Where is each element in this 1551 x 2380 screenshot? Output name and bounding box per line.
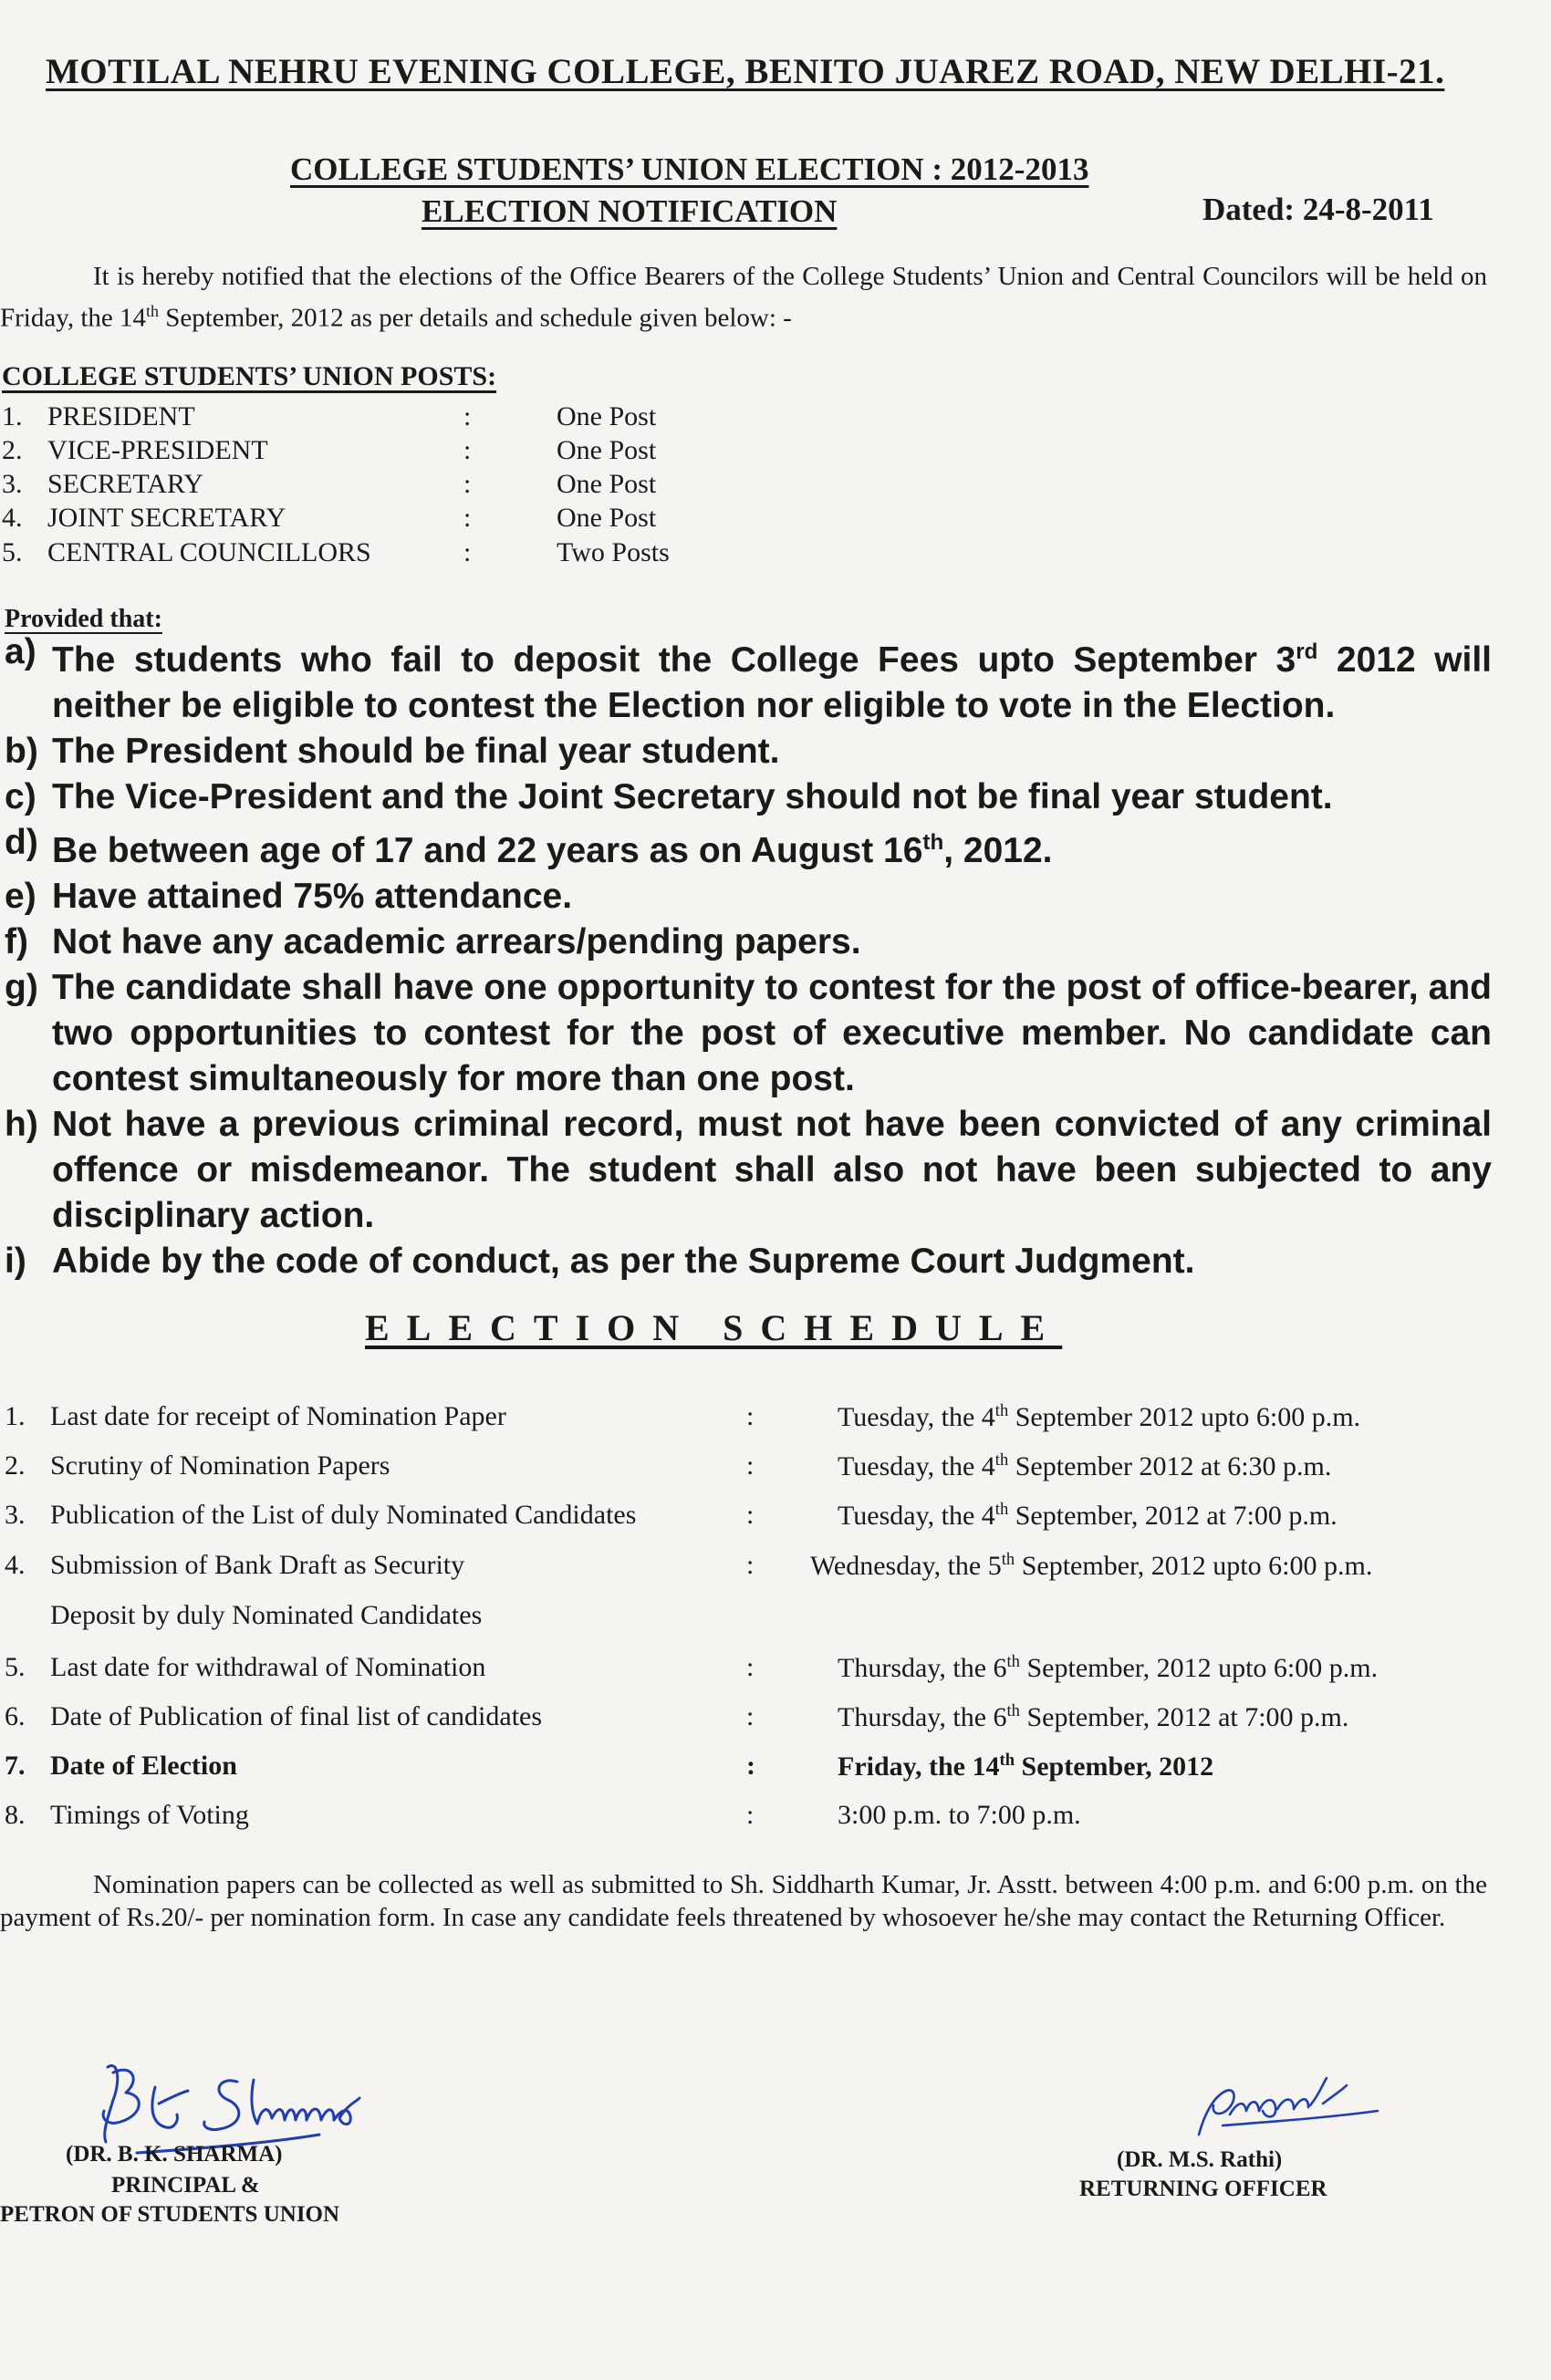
condition-text: The candidate shall have one opportunity to contest for the post of office-bearer, and two opportunities to contest for the post of executive member. No candidate can contest simultaneously for more than one post. <box>52 968 1492 1098</box>
post-count: One Post <box>557 469 657 499</box>
schedule-event: Last date for withdrawal of Nomination <box>50 1652 486 1682</box>
intro-sup: th <box>146 302 159 320</box>
schedule-colon: : <box>746 1450 755 1481</box>
condition-item <box>5 729 1492 774</box>
college-heading: MOTILAL NEHRU EVENING COLLEGE, BENITO JUAREZ ROAD, NEW DELHI-21. <box>46 52 1445 91</box>
post-number: 3. <box>2 469 23 499</box>
schedule-date <box>838 1500 1338 1532</box>
intro-text-before: It is hereby notified that the elections of the Office Bearers of the College Students’ Union and Central Councilors will be held on Friday, the 14 <box>0 262 1487 333</box>
schedule-number: 1. <box>5 1401 26 1431</box>
schedule-event: Submission of Bank Draft as Security <box>50 1550 465 1580</box>
schedule-date <box>838 1701 1348 1733</box>
schedule-date-sup: th <box>994 1450 1009 1470</box>
post-count: One Post <box>557 401 657 431</box>
condition-label: h) <box>5 1105 38 1144</box>
post-colon: : <box>463 435 472 465</box>
post-name: SECRETARY <box>47 469 203 499</box>
principal-title-patron: PETRON OF STUDENTS UNION <box>0 2202 340 2227</box>
returning-officer-name: (DR. M.S. Rathi) <box>1117 2147 1283 2172</box>
schedule-date-text: Tuesday, the 4 <box>838 1451 995 1481</box>
condition-text: Not have any academic arrears/pending papers. <box>52 922 861 961</box>
schedule-event: Date of Publication of final list of candidates <box>50 1701 543 1731</box>
condition-item <box>5 774 1492 820</box>
condition-label: f) <box>5 922 28 961</box>
post-name: JOINT SECRETARY <box>47 503 286 533</box>
condition-item <box>5 965 1492 1102</box>
schedule-title: ELECTION SCHEDULE <box>365 1307 1063 1348</box>
condition-item <box>5 874 1492 920</box>
schedule-event: Timings of Voting <box>50 1800 249 1830</box>
schedule-colon: : <box>746 1652 755 1682</box>
post-name: VICE-PRESIDENT <box>47 435 268 465</box>
schedule-date-text: Thursday, the 6 <box>838 1702 1007 1732</box>
condition-label: d) <box>5 823 38 862</box>
post-colon: : <box>463 537 472 567</box>
schedule-date-sup: th <box>999 1751 1015 1770</box>
posts-heading: COLLEGE STUDENTS’ UNION POSTS: <box>2 361 497 391</box>
condition-text-after: 2012 will neither be eligible to contest the Election nor eligible to vote in the Election. <box>52 640 1492 725</box>
condition-sup: rd <box>1296 639 1318 664</box>
schedule-date-sup: th <box>994 1500 1009 1519</box>
schedule-date-rest: September, 2012 at 7:00 p.m. <box>1019 1702 1349 1732</box>
election-title: COLLEGE STUDENTS’ UNION ELECTION : 2012-2013 <box>290 151 1089 187</box>
returning-officer-title: RETURNING OFFICER <box>1079 2177 1327 2201</box>
schedule-event: Scrutiny of Nomination Papers <box>50 1450 390 1481</box>
post-colon: : <box>463 469 472 499</box>
post-count: Two Posts <box>557 537 670 567</box>
condition-text: Not have a previous criminal record, must not have been convicted of any criminal offence or misdemeanor. The student shall also not have been subjected to any disciplinary action. <box>52 1105 1492 1235</box>
schedule-colon: : <box>746 1701 755 1731</box>
condition-item <box>5 1102 1492 1239</box>
schedule-date-text: Wednesday, the 5 <box>810 1551 1002 1581</box>
schedule-date-rest: September, 2012 at 7:00 p.m. <box>1008 1501 1338 1531</box>
post-number: 2. <box>2 435 23 465</box>
schedule-date-text: Thursday, the 6 <box>838 1653 1007 1683</box>
condition-text: The students who fail to deposit the College Fees upto September 3 <box>52 640 1296 680</box>
post-colon: : <box>463 401 472 431</box>
condition-item <box>5 920 1492 965</box>
schedule-number: 5. <box>5 1652 26 1682</box>
schedule-event: Date of Election <box>50 1751 237 1781</box>
provided-heading: Provided that: <box>5 605 162 633</box>
condition-item <box>5 820 1492 874</box>
condition-label: c) <box>5 777 36 816</box>
schedule-date <box>838 1450 1331 1482</box>
principal-title: PRINCIPAL & <box>111 2173 260 2198</box>
schedule-colon: : <box>746 1500 755 1530</box>
schedule-date-rest: September, 2012 upto 6:00 p.m. <box>1015 1551 1373 1581</box>
condition-label: i) <box>5 1242 26 1281</box>
schedule-colon: : <box>746 1550 755 1580</box>
condition-sup: th <box>922 830 944 855</box>
schedule-date-rest: September 2012 at 6:30 p.m. <box>1008 1451 1332 1481</box>
post-colon: : <box>463 503 472 533</box>
schedule-colon: : <box>746 1751 755 1781</box>
schedule-date <box>838 1652 1378 1684</box>
condition-text: Abide by the code of conduct, as per the Supreme Court Judgment. <box>52 1242 1195 1281</box>
schedule-date-text: 3:00 p.m. to 7:00 p.m. <box>838 1800 1081 1830</box>
condition-label: e) <box>5 877 36 916</box>
schedule-event: Last date for receipt of Nomination Paper <box>50 1401 506 1431</box>
schedule-event-line2: Deposit by duly Nominated Candidates <box>50 1600 483 1630</box>
schedule-number: 4. <box>5 1550 26 1580</box>
schedule-date-sup: th <box>994 1401 1009 1420</box>
condition-label: a) <box>5 632 36 671</box>
schedule-date-sup: th <box>1006 1652 1020 1671</box>
schedule-number: 8. <box>5 1800 26 1830</box>
conditions-list <box>5 629 1492 1284</box>
schedule-date <box>810 1550 1372 1582</box>
condition-text: The President should be final year student. <box>52 732 780 771</box>
post-number: 1. <box>2 401 23 431</box>
schedule-date-text: Tuesday, the 4 <box>838 1501 995 1531</box>
condition-text: Be between age of 17 and 22 years as on August 16 <box>52 831 923 870</box>
schedule-number: 2. <box>5 1450 26 1481</box>
post-number: 5. <box>2 537 23 567</box>
schedule-date <box>838 1751 1213 1782</box>
condition-item <box>5 629 1492 729</box>
schedule-number: 6. <box>5 1701 26 1731</box>
schedule-event: Publication of the List of duly Nominated Candidates <box>50 1500 637 1530</box>
principal-name: (DR. B. K. SHARMA) <box>66 2142 283 2167</box>
nomination-paragraph: Nomination papers can be collected as well as submitted to Sh. Siddharth Kumar, Jr. Asstt. between 4:00 p.m. and 6:00 p.m. on the payment of Rs.20/- per nomination form. In case any candidate feels threatened by whosoever he/she may contact the Returning Officer. <box>0 1870 1487 1932</box>
schedule-date-sup: th <box>1006 1701 1020 1720</box>
post-name: PRESIDENT <box>47 401 195 431</box>
schedule-date-rest: September, 2012 upto 6:00 p.m. <box>1019 1653 1379 1683</box>
schedule-number: 7. <box>5 1751 26 1781</box>
condition-item <box>5 1239 1492 1284</box>
schedule-date <box>838 1800 1081 1831</box>
condition-label: b) <box>5 732 38 771</box>
schedule-colon: : <box>746 1401 755 1431</box>
schedule-date-text: Friday, the 14 <box>838 1751 1000 1782</box>
post-number: 4. <box>2 503 23 533</box>
post-count: One Post <box>557 435 657 465</box>
condition-text: The Vice-President and the Joint Secretary should not be final year student. <box>52 777 1333 816</box>
schedule-date-rest: September 2012 upto 6:00 p.m. <box>1008 1402 1361 1432</box>
condition-text: Have attained 75% attendance. <box>52 877 573 916</box>
schedule-date-rest: September, 2012 <box>1015 1751 1214 1782</box>
returning-officer-signature <box>1186 2069 1387 2151</box>
intro-text-after: September, 2012 as per details and schedule given below: - <box>159 303 792 333</box>
schedule-colon: : <box>746 1800 755 1830</box>
condition-label: g) <box>5 968 38 1007</box>
schedule-date <box>838 1401 1360 1433</box>
schedule-date-text: Tuesday, the 4 <box>838 1402 995 1432</box>
schedule-date-sup: th <box>1001 1550 1015 1569</box>
schedule-number: 3. <box>5 1500 26 1530</box>
post-count: One Post <box>557 503 657 533</box>
intro-paragraph <box>0 259 1487 336</box>
post-name: CENTRAL COUNCILLORS <box>47 537 371 567</box>
notification-title: ELECTION NOTIFICATION <box>422 193 838 229</box>
dated-label: Dated: 24-8-2011 <box>1202 192 1434 227</box>
condition-text-after: , 2012. <box>943 831 1053 870</box>
